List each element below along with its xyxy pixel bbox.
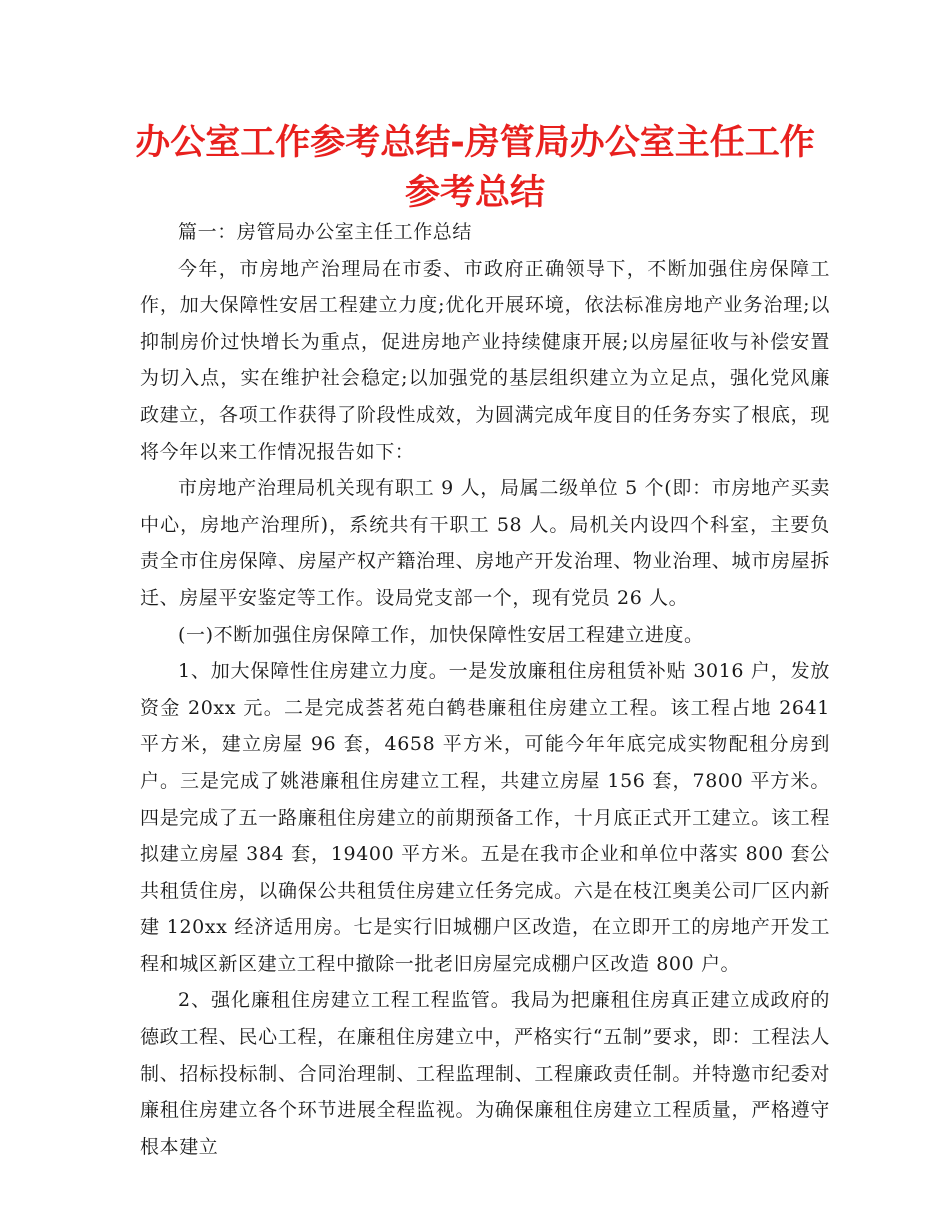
body-paragraph: 今年，市房地产治理局在市委、市政府正确领导下，不断加强住房保障工作，加大保障性安居工程建立力度;优化开展环境，依法标准房地产业务治理;以抑制房价过快增长为重点，促进房地产业持续健康开展;以房屋征收与补偿安置为切入点，实在维护社会稳定;以加强党的基层组织建立为立足点，强化党风廉政建立，各项工作获得了阶段性成效，为圆满完成年度目的任务夯实了根底，现将今年以来工作情况报告如下： — [140, 257, 830, 463]
section-heading: 篇一：房管局办公室主任工作总结 — [178, 221, 473, 243]
body-paragraph: 1、加大保障性住房建立力度。一是发放廉租住房租赁补贴 3016 户，发放资金 20xx 元。二是完成荟茗苑白鹤巷廉租住房建立工程。该工程占地 2641 平方米，建立房屋 96 套，4658 平方米，可能今年年底完成实物配租分房到户。三是完成了姚港廉租住房建立工程，共建立房屋 156 套，7800 平方米。四是完成了五一路廉租住房建立的前期预备工作，十月底正式开工建立。该工程拟建立房屋 384 套，19400 平方米。五是在我市企业和单位中落实 800 套公共租赁住房，以确保公共租赁住房建立任务完成。六是在枝江奥美公司厂区内新建 120xx 经济适用房。七是实行旧城棚户区改造，在立即开工的房地产开发工程和城区新区建立工程中撤除一批老旧房屋完成棚户区改造 800 户。 — [140, 660, 830, 975]
document-title: 办公室工作参考总结-房管局办公室主任工作参考总结 — [135, 123, 815, 213]
document-body — [140, 214, 830, 1165]
body-paragraph: 2、强化廉租住房建立工程工程监管。我局为把廉租住房真正建立成政府的德政工程、民心工程，在廉租住房建立中，严格实行“五制”要求，即：工程法人制、招标投标制、合同治理制、工程监理制、工程廉政责任制。并特邀市纪委对廉租住房建立各个环节进展全程监视。为确保廉租住房建立工程质量，严格遵守根本建立 — [140, 989, 830, 1158]
subsection-heading: (一)不断加强住房保障工作，加快保障性安居工程建立进度。 — [178, 623, 704, 646]
body-paragraph: 市房地产治理局机关现有职工 9 人，局属二级单位 5 个(即：市房地产买卖中心，房地产治理所)，系统共有干职工 58 人。局机关内设四个科室，主要负责全市住房保障、房屋产权产籍治理、房地产开发治理、物业治理、城市房屋拆迁、房屋平安鉴定等工作。设局党支部一个，现有党员 26 人。 — [140, 477, 830, 609]
